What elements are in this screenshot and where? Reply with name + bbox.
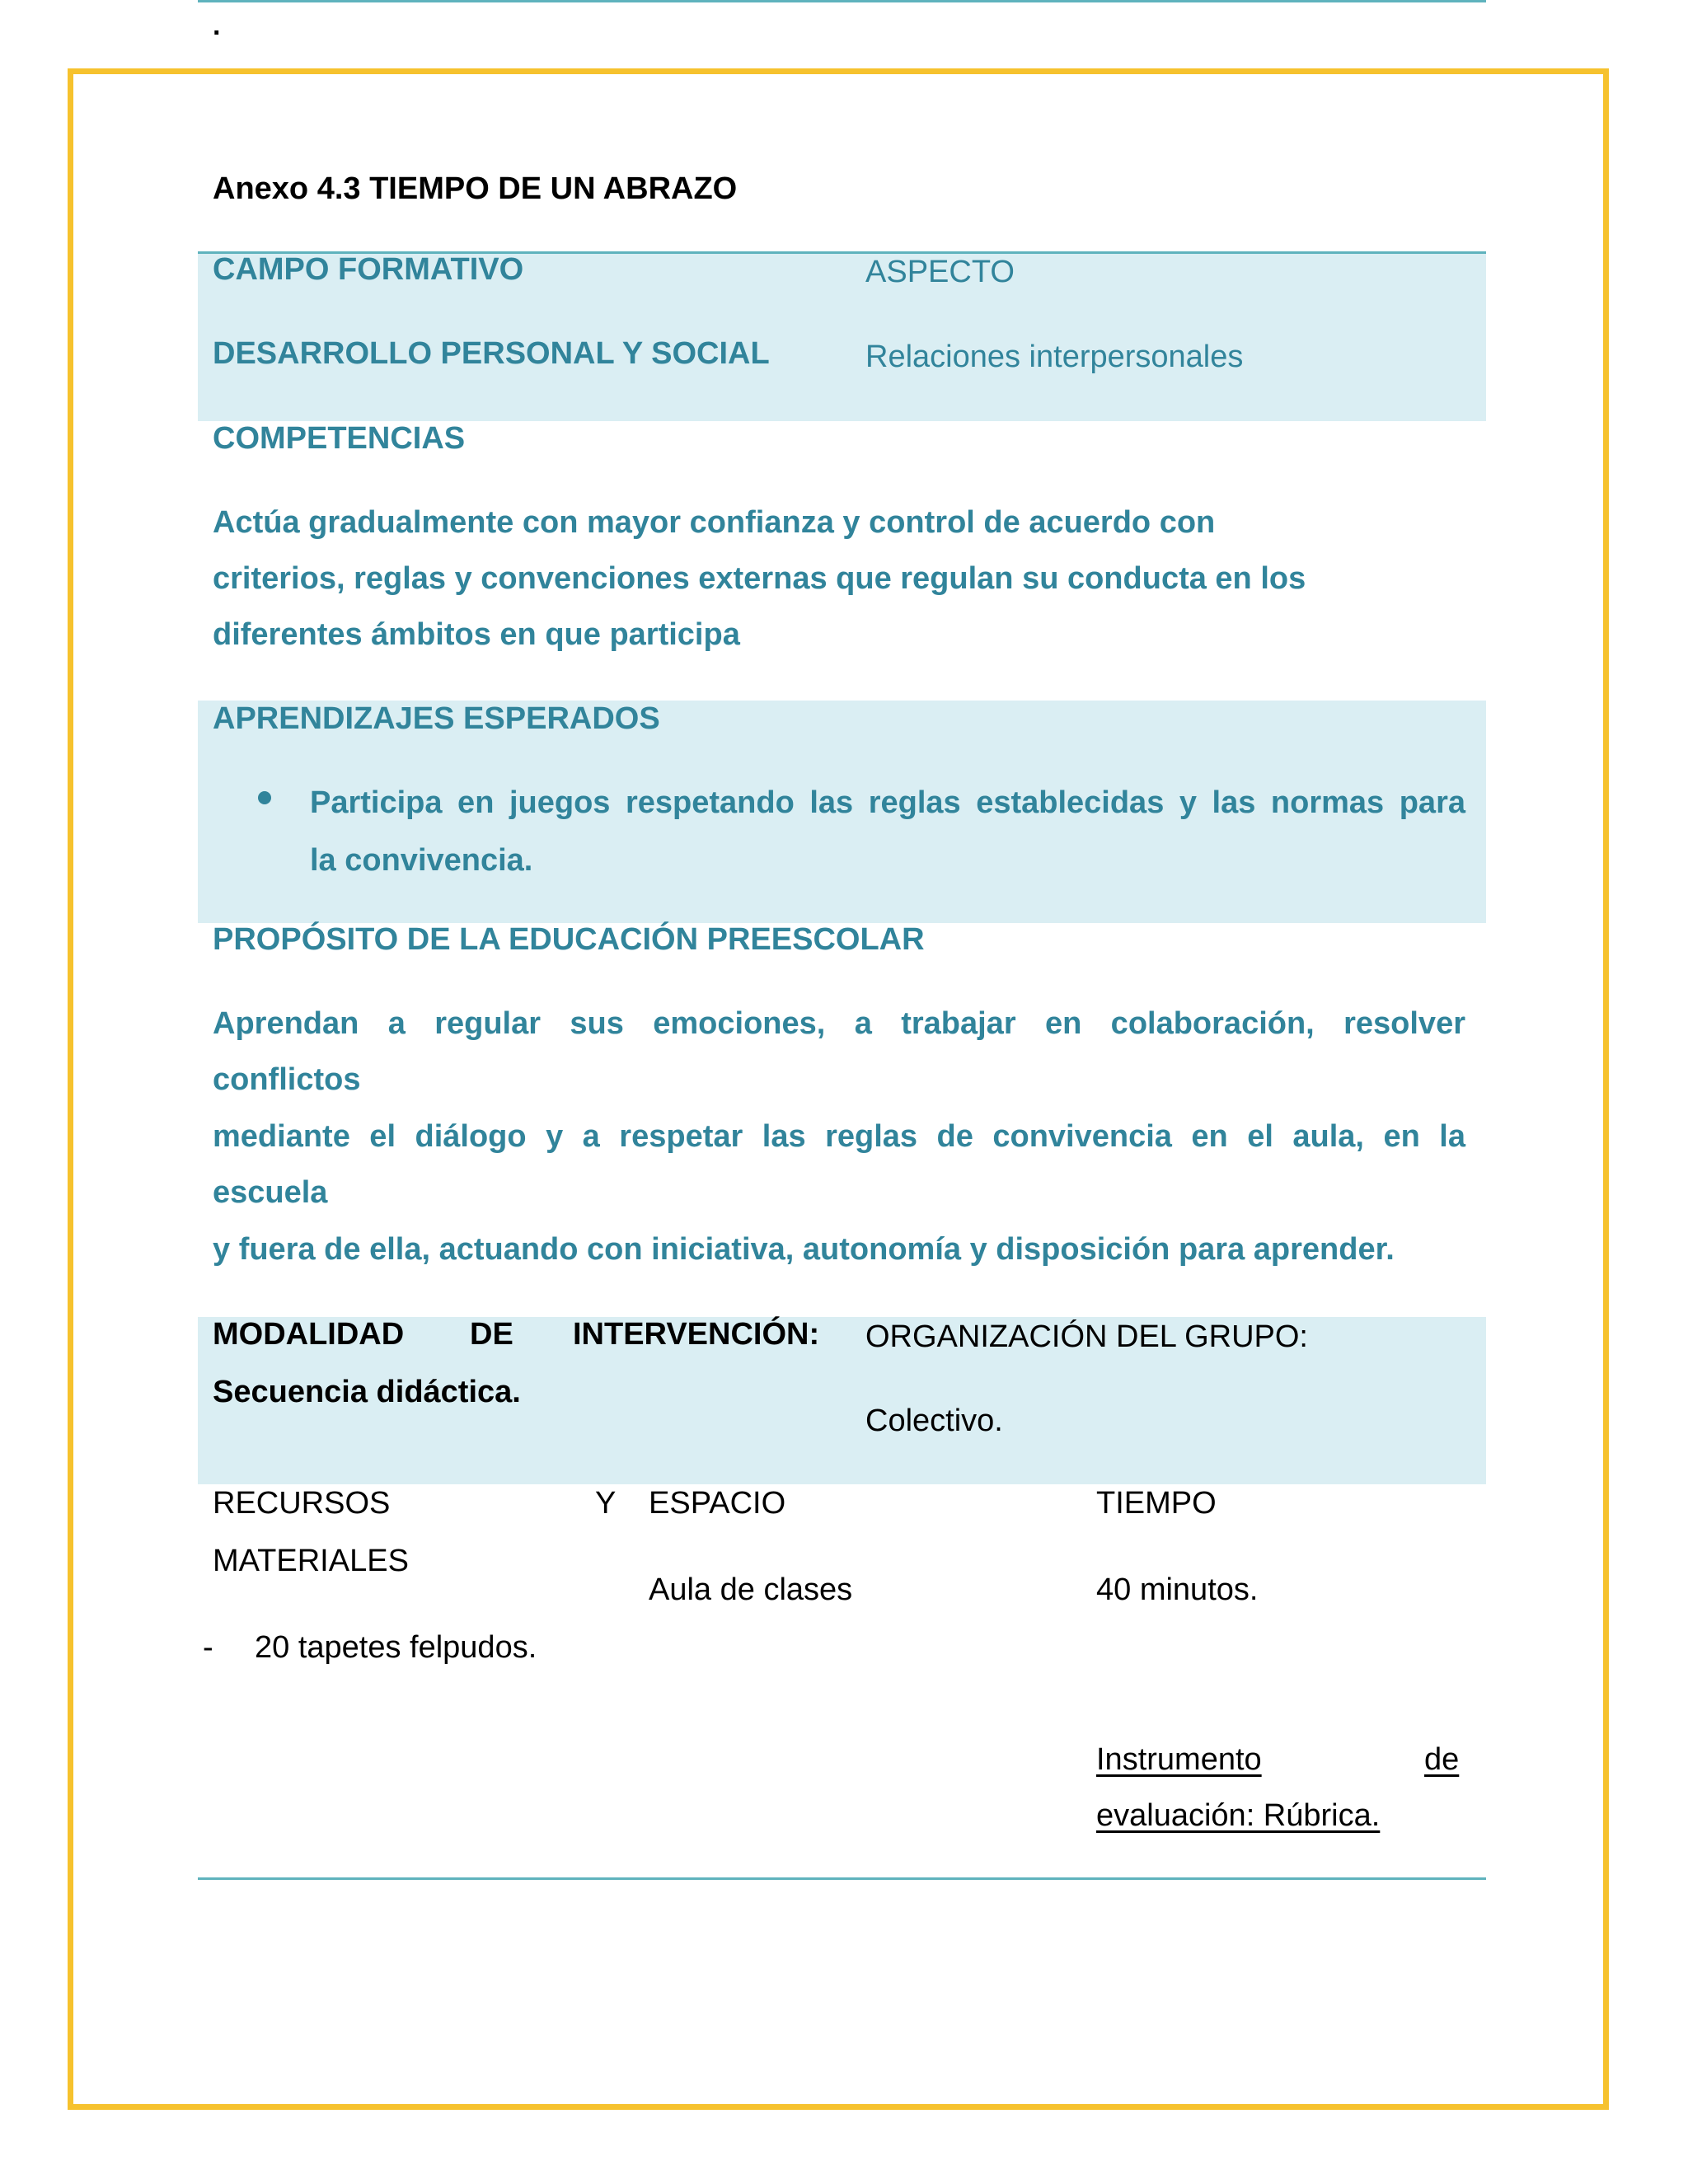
recursos-label-word-1: RECURSOS <box>213 1486 391 1521</box>
bullet-icon <box>258 791 271 804</box>
instrumento-line-2: evaluación: Rúbrica. <box>1096 1798 1381 1833</box>
top-mark: . <box>213 10 221 41</box>
aprendizajes-item-line-1: Participa en juegos respetando las reglas establecidas y las normas para <box>310 785 1465 820</box>
campo-value: DESARROLLO PERSONAL Y SOCIAL <box>213 336 770 371</box>
organizacion-value: Colectivo. <box>865 1404 1003 1438</box>
competencias-line-2: criterios, reglas y convenciones externas que regulan su conducta en los <box>213 561 1306 596</box>
recursos-item: 20 tapetes felpudos. <box>255 1630 537 1665</box>
recursos-item-dash: - <box>203 1630 213 1665</box>
modalidad-label-word-3: INTERVENCIÓN: <box>573 1317 820 1352</box>
espacio-value: Aula de clases <box>649 1572 853 1607</box>
instrumento-word-1: Instrumento <box>1096 1742 1262 1777</box>
proposito-line-3: mediante el diálogo y a respetar las reglas de convivencia en el aula, en la <box>213 1119 1465 1154</box>
aspecto-value: Relaciones interpersonales <box>865 340 1244 374</box>
aprendizajes-item-line-2: la convivencia. <box>310 843 533 878</box>
proposito-line-5: y fuera de ella, actuando con iniciativa, autonomía y disposición para aprender. <box>213 1232 1395 1267</box>
organizacion-label: ORGANIZACIÓN DEL GRUPO: <box>865 1319 1308 1354</box>
competencias-line-3: diferentes ámbitos en que participa <box>213 617 740 652</box>
modalidad-value: Secuencia didáctica. <box>213 1375 521 1409</box>
aprendizajes-header: APRENDIZAJES ESPERADOS <box>213 701 660 736</box>
instrumento-word-2: de <box>1424 1742 1460 1777</box>
proposito-line-4: escuela <box>213 1175 328 1210</box>
recursos-label-word-2: Y <box>595 1486 617 1521</box>
top-rule <box>198 0 1486 2</box>
campo-header: CAMPO FORMATIVO <box>213 252 524 287</box>
tiempo-value: 40 minutos. <box>1096 1572 1259 1607</box>
espacio-label: ESPACIO <box>649 1486 786 1521</box>
modalidad-label-word-2: DE <box>470 1317 513 1352</box>
proposito-line-2: conflictos <box>213 1062 361 1097</box>
tiempo-label: TIEMPO <box>1096 1486 1217 1521</box>
competencias-header: COMPETENCIAS <box>213 421 466 456</box>
proposito-line-1: Aprendan a regular sus emociones, a trabajar en colaboración, resolver <box>213 1006 1465 1041</box>
table-bottom-rule <box>198 1877 1486 1880</box>
competencias-line-1: Actúa gradualmente con mayor confianza y control de acuerdo con <box>213 505 1216 540</box>
proposito-header: PROPÓSITO DE LA EDUCACIÓN PREESCOLAR <box>213 922 925 957</box>
aspecto-header: ASPECTO <box>865 255 1015 289</box>
modalidad-label-word-1: MODALIDAD <box>213 1317 405 1352</box>
annex-title: Anexo 4.3 TIEMPO DE UN ABRAZO <box>213 171 738 206</box>
recursos-label-line-2: MATERIALES <box>213 1544 409 1578</box>
